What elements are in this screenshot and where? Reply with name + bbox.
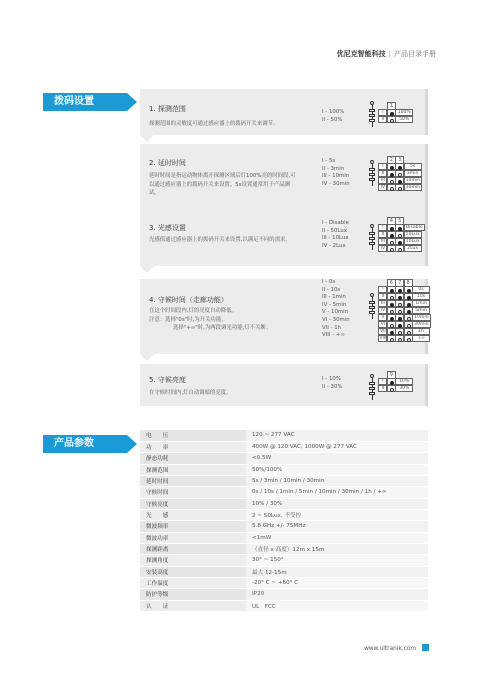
switch-on-dot [407, 303, 411, 307]
dip-icon-block [369, 242, 375, 245]
dip-icon-block [369, 306, 375, 309]
spec-value: 2 ~ 50Lux, 不受控 [246, 509, 428, 520]
spec-key: 工作温度 [140, 577, 246, 588]
switch-row-label: IV [378, 245, 387, 252]
spec-value: 5s / 3min / 10min / 30min [246, 475, 428, 486]
switch-row-value: +∞ [412, 335, 430, 342]
dip-icon-block [369, 311, 375, 314]
spec-row [140, 441, 428, 452]
switch-row [379, 185, 422, 192]
switch-row-value: 10% [395, 378, 413, 385]
spec-row [140, 509, 428, 520]
switch-off-dot [398, 310, 402, 314]
card-title: 4. 守候时间（走廊功能） [149, 296, 228, 304]
switch-row-label: III [378, 300, 387, 307]
switch-on-dot [407, 310, 411, 314]
dip-icon-block [369, 237, 375, 240]
switch-row-value: Disable [405, 225, 423, 231]
switch-row [379, 117, 413, 124]
spec-value: 0s / 10s / 1min / 5min / 10min / 30min / 1h / +∞ [246, 487, 428, 498]
card-description [149, 307, 297, 333]
switch-on-dot [398, 180, 402, 184]
option-list [322, 279, 350, 340]
switch-row-value: 1h [412, 328, 430, 335]
card-stripe [425, 214, 428, 266]
switch-row-label: VII [380, 329, 386, 335]
switch-row-value: 30min [405, 185, 421, 191]
switch-on-dot [390, 112, 394, 116]
dip-icon-block [369, 232, 375, 235]
footer-url[interactable]: www.ultranik.com [364, 646, 416, 652]
switch-row-label: VIII [379, 336, 387, 342]
dip-icon-block [369, 387, 375, 390]
section-tab-dip: 拨码设置 [43, 93, 127, 111]
switch-on-dot [398, 166, 402, 170]
dip-switch-icon [368, 374, 376, 402]
switch-off-dot [390, 187, 394, 191]
switch-on-dot [398, 317, 402, 321]
spec-key: 延时时间 [140, 475, 246, 486]
spec-row [140, 532, 428, 543]
switch-number: 3 [395, 156, 404, 164]
spec-row [140, 600, 428, 611]
switch-row-value: 5s [404, 163, 422, 170]
switch-on-dot [390, 234, 394, 238]
switch-off-dot [407, 324, 411, 328]
dip-icon-block [369, 173, 375, 176]
spec-value: <0.5W [246, 453, 428, 464]
option-item: II - 50% [322, 116, 343, 123]
switch-on-dot [398, 227, 402, 231]
card-pointer [140, 354, 154, 361]
switch-on-dot [407, 289, 411, 293]
switch-number: 7 [395, 279, 404, 287]
spec-row [140, 521, 428, 532]
switch-on-dot [390, 331, 394, 335]
card-description-line: 选择"+∞"时,为两段调光功能,灯不关断。 [173, 325, 272, 332]
spec-key: 探测角度 [140, 555, 246, 566]
spec-row [140, 589, 428, 600]
switch-row-value: 10s [412, 293, 430, 300]
card-stripe [425, 89, 428, 135]
switch-number: 6 [387, 279, 396, 287]
switch-off-dot [390, 241, 394, 245]
switch-on-dot [390, 289, 394, 293]
option-item: I - 100% [322, 109, 345, 115]
spec-row [140, 543, 428, 554]
spec-value: 5.8 GHz +/- 75MHz [246, 521, 428, 532]
switch-row-value: 3min [404, 170, 422, 177]
spec-value: UL FCC [246, 600, 428, 611]
card-description: 在守候时间内,灯自动调暗的亮度。 [149, 390, 232, 396]
dip-card [140, 144, 428, 214]
option-item: II - 10s [322, 286, 341, 293]
dip-card [140, 279, 428, 354]
switch-on-dot [390, 317, 394, 321]
switch-row [379, 246, 425, 253]
switch-row-label: I [378, 378, 387, 385]
switch-number: 8 [404, 279, 413, 287]
spec-row [140, 453, 428, 464]
switch-off-dot [407, 317, 411, 321]
switch-on-dot [398, 296, 402, 300]
switch-on-dot [398, 289, 402, 293]
switch-number: 4 [387, 217, 396, 225]
option-item: I - 0s [322, 279, 336, 285]
switch-off-dot [398, 187, 402, 191]
switch-row-label: II [378, 385, 387, 392]
switch-row-label: IV [378, 184, 387, 191]
dip-switch-icon [368, 224, 376, 252]
spec-value: 400W @ 120 VAC, 1000W @ 277 VAC [246, 441, 428, 452]
card-title: 5. 守候亮度 [149, 376, 186, 384]
spec-key: 光 感 [140, 509, 246, 520]
card-stripe [425, 364, 428, 406]
spec-table [140, 430, 428, 612]
spec-value: （直径 x 高度）12m x 15m [246, 543, 428, 554]
switch-number: 2 [387, 156, 396, 164]
switch-row-value: 30% [395, 385, 413, 392]
switch-row-value: 2Lux [404, 245, 422, 252]
switch-off-dot [390, 338, 394, 342]
option-list [322, 109, 344, 124]
switch-number: 1 [387, 102, 396, 110]
spec-row [140, 475, 428, 486]
dip-icon-block [369, 109, 375, 112]
card-description: 探测范围的灵敏度可通过感应器上的拨码开关来调节。 [149, 121, 279, 127]
spec-row [140, 430, 428, 441]
dip-switch-table [379, 217, 425, 253]
option-item: VII - 1h [322, 324, 342, 331]
dip-icon-block [369, 168, 375, 171]
spec-value: IP20 [246, 589, 428, 600]
option-item: IV - 5min [322, 301, 347, 308]
switch-on-dot [390, 166, 394, 170]
switch-off-dot [390, 296, 394, 300]
switch-row-value: 50% [395, 116, 413, 123]
spec-row [140, 577, 428, 588]
switch-off-dot [390, 324, 394, 328]
spec-key: 认 证 [140, 600, 246, 611]
spec-key: 探测范围 [140, 464, 246, 475]
option-list [322, 376, 343, 391]
switch-off-dot [407, 338, 411, 342]
option-item: III - 10Lux [322, 235, 349, 242]
switch-row-value: 100% [395, 109, 413, 116]
switch-off-dot [390, 310, 394, 314]
card-pointer [140, 266, 154, 273]
switch-on-dot [407, 296, 411, 300]
dip-icon-block [369, 301, 375, 304]
switch-row-value: 5min [412, 307, 430, 314]
spec-key: 探测距离 [140, 543, 246, 554]
switch-off-dot [398, 248, 402, 252]
dip-icon-block [369, 178, 375, 181]
option-item: III - 1min [322, 294, 346, 301]
switch-row-value: 30min [414, 322, 429, 328]
switch-row-label: V [378, 314, 387, 321]
switch-off-dot [390, 248, 394, 252]
card-pointer [140, 135, 154, 142]
header-separator: | [388, 50, 391, 58]
section-tab-params: 产品参数 [43, 435, 127, 453]
spec-value: 50%/100% [246, 464, 428, 475]
option-item: I - 5s [322, 158, 336, 164]
switch-on-dot [390, 227, 394, 231]
spec-key: 静态功耗 [140, 453, 246, 464]
switch-row-value: 1min [412, 300, 430, 307]
option-item: IV - 2Lux [322, 242, 346, 249]
switch-off-dot [407, 331, 411, 335]
switch-row-label: I [378, 286, 387, 293]
spec-key: 守候时间 [140, 487, 246, 498]
option-item: VI - 30min [322, 316, 350, 323]
option-item: VIII - +∞ [322, 332, 345, 339]
spec-value: <1mW [246, 532, 428, 543]
dip-switch-icon [368, 160, 376, 188]
switch-row-value: 10Lux [404, 238, 422, 245]
spec-row [140, 498, 428, 509]
switch-row [379, 386, 413, 393]
switch-row-label: II [378, 170, 387, 177]
switch-off-dot [398, 234, 402, 238]
option-item: II - 3min [322, 165, 345, 172]
switch-row-value: 10min [405, 178, 421, 184]
card-title: 2. 延时时间 [149, 159, 186, 167]
spec-key: 微波功率 [140, 532, 246, 543]
dip-icon-block [369, 392, 375, 395]
catalog-subtitle: 产品目录手册 [394, 50, 436, 58]
switch-row [379, 336, 431, 343]
switch-row-label: II [378, 116, 387, 123]
switch-number: 9 [387, 371, 396, 379]
switch-row-label: III [378, 177, 387, 184]
card-description: 延时时间是指运动物体离开探测区域后灯100%亮的时间段,可以通过感应器上的拨码开关来设置。5s设置通常用于产品测试。 [149, 173, 296, 197]
option-item: I - 10% [322, 376, 341, 382]
company-name: 优尼克智能科技 [336, 50, 386, 58]
dip-switch-table [379, 371, 413, 393]
card-title: 3. 光感设置 [149, 224, 186, 232]
dip-icon-block [369, 382, 375, 385]
switch-row-label: I [378, 109, 387, 116]
spec-value: -20° C ~ +60° C [246, 577, 428, 588]
switch-off-dot [398, 338, 402, 342]
switch-off-dot [390, 388, 394, 392]
switch-on-dot [390, 303, 394, 307]
spec-value: 最大 12-15m [246, 566, 428, 577]
card-description: 光感值通过感应器上的拨码开关来设置,以满足不同的需求。 [149, 237, 291, 243]
switch-on-dot [398, 241, 402, 245]
option-item: II - 50Lux [322, 227, 347, 234]
footer-accent-square [422, 644, 429, 651]
switch-row-label: IV [378, 307, 387, 314]
switch-off-dot [398, 331, 402, 335]
spec-row [140, 566, 428, 577]
spec-key: 安装高度 [140, 566, 246, 577]
spec-key: 防护等级 [140, 589, 246, 600]
spec-key: 守候亮度 [140, 498, 246, 509]
option-item: V - 10min [322, 309, 349, 316]
spec-key: 电 压 [140, 430, 246, 441]
switch-row-label: II [378, 231, 387, 238]
switch-row-label: I [378, 163, 387, 170]
dip-switch-table [379, 156, 422, 192]
dip-switch-table [379, 279, 431, 343]
switch-row-label: I [378, 224, 387, 231]
dip-icon-block [369, 119, 375, 122]
dip-card [140, 89, 428, 135]
spec-row [140, 555, 428, 566]
switch-row-label: VI [378, 321, 387, 328]
switch-row-label: III [378, 238, 387, 245]
option-item: III - 10min [322, 173, 350, 180]
spec-value: 10% / 30% [246, 498, 428, 509]
option-item: II - 30% [322, 383, 343, 390]
page-header [337, 49, 436, 59]
option-item: IV - 30min [322, 180, 350, 187]
card-description-line: 在这个时间段内,灯的亮度自动降低。 [149, 308, 237, 314]
switch-on-dot [398, 324, 402, 328]
spec-key: 微波频率 [140, 521, 246, 532]
dip-card [140, 364, 428, 406]
switch-off-dot [398, 303, 402, 307]
switch-row-value: 0s [412, 286, 430, 293]
switch-off-dot [390, 119, 394, 123]
spec-row [140, 464, 428, 475]
switch-off-dot [398, 173, 402, 177]
option-item: I - Disable [322, 220, 349, 226]
card-stripe [425, 144, 428, 214]
dip-icon-block [369, 114, 375, 117]
dip-switch-icon [368, 293, 376, 321]
spec-value: 30° ~ 150° [246, 555, 428, 566]
option-list [322, 220, 349, 250]
switch-row-value: 10min [414, 315, 429, 321]
card-title: 1. 探测范围 [149, 105, 186, 113]
option-list [322, 158, 350, 188]
dip-card [140, 214, 428, 266]
dip-switch-table [379, 102, 413, 124]
switch-off-dot [390, 180, 394, 184]
spec-value: 120 ~ 277 VAC [246, 430, 428, 441]
card-description-line: 注意：选择"0s"时,为开关功能， [149, 316, 227, 323]
spec-key: 功 率 [140, 441, 246, 452]
spec-row [140, 487, 428, 498]
switch-number: 5 [395, 217, 404, 225]
switch-on-dot [390, 173, 394, 177]
dip-switch-icon [368, 101, 376, 129]
switch-on-dot [390, 381, 394, 385]
switch-row-label: II [378, 293, 387, 300]
switch-row-value: 50Lux [404, 231, 422, 238]
